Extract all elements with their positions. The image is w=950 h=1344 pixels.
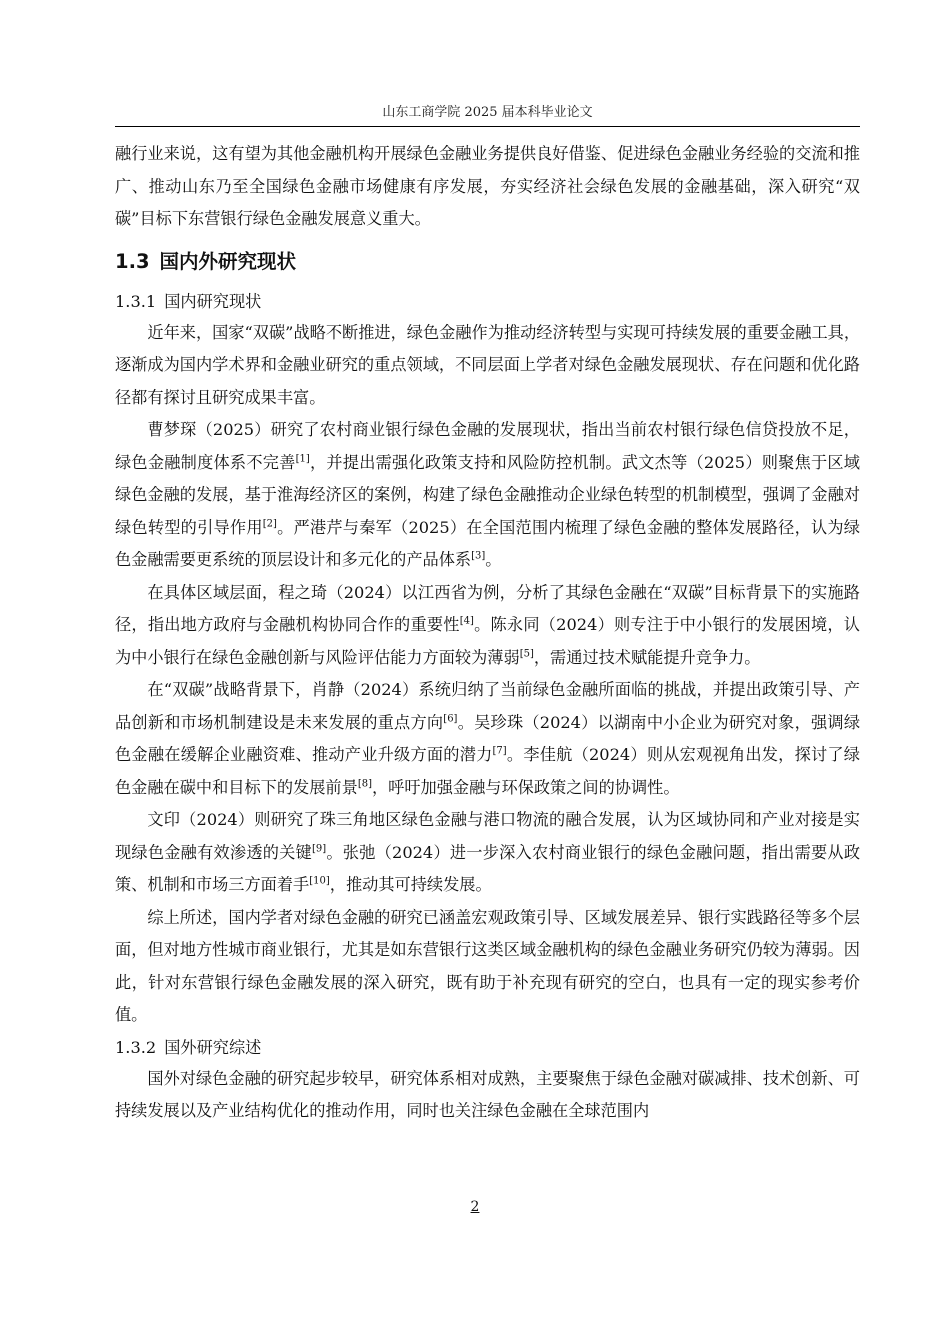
paragraph-literature-4 [115, 804, 860, 902]
section-title: 国内外研究现状 [159, 249, 297, 273]
text-run: 。张弛（2024）进一步深入农村商业银行的绿色金融问题，指出需要从政策、机制和市场三方面着手 [115, 842, 861, 894]
text-run: 曹梦琛（2025）研究了农村商业银行绿色金融的发展现状，指出当前农村银行绿色信贷投放不足，绿色金融制度体系不完善 [115, 420, 860, 472]
paragraph-literature-2 [115, 577, 860, 675]
text-run: 。 [485, 550, 502, 569]
text-run: ，需通过技术赋能提升竞争力。 [533, 647, 761, 667]
text-run: 在具体区域层面，程之琦（2024）以江西省为例，分析了其绿色金融在“双碳”目标背景下的实施路径，指出地方政府与金融机构协同合作的重要性 [115, 582, 860, 634]
citation-8: [8] [357, 778, 372, 790]
page-number [0, 1198, 950, 1216]
page-number-text: 2 [470, 1199, 480, 1215]
text-run: 在“双碳”战略背景下，肖静（2024）系统归纳了当前绿色金融所面临的挑战，并提出政策引导、产品创新和市场机制建设是未来发展的重点方向 [115, 680, 860, 732]
running-header: 山东工商学院 2025 届本科毕业论文 [382, 105, 593, 120]
subsection-heading-domestic [115, 286, 860, 317]
paragraph-literature-1 [115, 414, 860, 577]
subsection-heading-foreign [115, 1032, 860, 1063]
citation-4: [4] [459, 615, 474, 627]
text-run: ，并提出需强化政策支持和风险防控机制。武文杰等（2025）则聚焦于区域绿色金融的发展，基于淮海经济区的案例，构建了绿色金融推动企业绿色转型的机制模型，强调了金融对绿色转型的引导作用 [115, 452, 860, 537]
text-run: 。陈永同（2024）则专注于中小银行的发展困境，认为中小银行在绿色金融创新与风险评估能力方面较为薄弱 [115, 615, 860, 667]
text-run: 。吴珍珠（2024）以湖南中小企业为研究对象，强调绿色金融在缓解企业融资难、推动产业升级方面的潜力 [115, 712, 861, 764]
page-body [115, 138, 860, 1128]
citation-6: [6] [443, 713, 458, 725]
text-run: 文印（2024）则研究了珠三角地区绿色金融与港口物流的融合发展，认为区域协同和产业对接是实现绿色金融有效渗透的关键 [115, 810, 860, 862]
citation-10: [10] [309, 875, 330, 887]
citation-2: [2] [262, 518, 277, 530]
paragraph-domestic-summary: 综上所述，国内学者对绿色金融的研究已涵盖宏观政策引导、区域发展差异、银行实践路径等多个层面，但对地方性城市商业银行，尤其是如东营银行这类区域金融机构的绿色金融业务研究仍较为薄弱。因此，针对东营银行绿色金融发展的深入研究，既有助于补充现有研究的空白，也具有一定的现实参考价值。 [115, 907, 860, 1024]
citation-7: [7] [492, 745, 507, 757]
section-number: 1.3 [115, 249, 150, 273]
subsection-title: 国内研究现状 [164, 291, 262, 311]
citation-5: [5] [519, 648, 534, 660]
paragraph-domestic-overview: 近年来，国家“双碳”战略不断推进，绿色金融作为推动经济转型与实现可持续发展的重要金融工具，逐渐成为国内学术界和金融业研究的重点领域，不同层面上学者对绿色金融发展现状、存在问题和优化路径都有探讨且研究成果丰富。 [115, 322, 861, 407]
header-divider [115, 126, 860, 127]
text-run: ，推动其可持续发展。 [329, 875, 492, 894]
paragraph-literature-3 [115, 674, 860, 804]
citation-3: [3] [471, 550, 486, 562]
subsection-number: 1.3.2 [115, 1037, 157, 1057]
text-run: ，呼吁加强金融与环保政策之间的协调性。 [371, 777, 680, 797]
citation-1: [1] [295, 453, 310, 465]
subsection-number: 1.3.1 [115, 291, 157, 311]
subsection-title: 国外研究综述 [164, 1037, 262, 1057]
section-heading [115, 247, 860, 277]
text-run: 。李佳航（2024）则从宏观视角出发，探讨了绿色金融在碳中和目标下的发展前景 [115, 745, 860, 797]
citation-9: [9] [311, 843, 327, 855]
text-run: 。严港芹与秦军（2025）在全国范围内梳理了绿色金融的整体发展路径，认为绿色金融需要更系统的顶层设计和多元化的产品体系 [115, 517, 860, 569]
intro-paragraph: 融行业来说，这有望为其他金融机构开展绿色金融业务提供良好借鉴、促进绿色金融业务经验的交流和推广、推动山东乃至全国绿色金融市场健康有序发展，夯实经济社会绿色发展的金融基础，深入研究“双碳”目标下东营银行绿色金融发展意义重大。 [115, 144, 860, 228]
paragraph-foreign-overview: 国外对绿色金融的研究起步较早，研究体系相对成熟，主要聚焦于绿色金融对碳减排、技术创新、可持续发展以及产业结构优化的推动作用，同时也关注绿色金融在全球范围内 [115, 1068, 860, 1120]
